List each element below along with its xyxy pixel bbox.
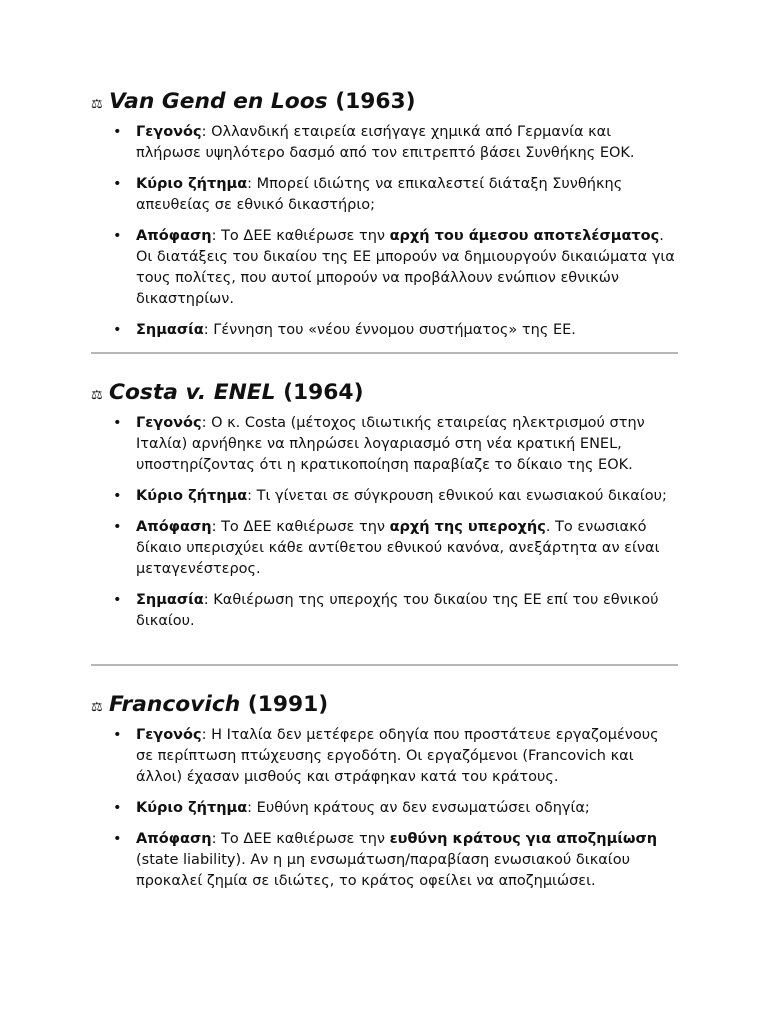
case-title: [91, 694, 679, 715]
scale-icon: ⚖: [91, 97, 103, 112]
point-text: : Καθιέρωση της υπεροχής του δικαίου της ΕΕ επί του εθνικού δικαίου.: [136, 592, 659, 629]
list-item: [91, 226, 679, 310]
list-item: [91, 829, 679, 892]
point-emphasis: ευθύνη κράτους για αποζημίωση: [389, 831, 658, 847]
point-text: : Ο κ. Costa (μέτοχος ιδιωτικής εταιρείας ηλεκτρισμού στην Ιταλία) αρνήθηκε να πληρώσει λογαριασμό στη νέα κρατική ENEL, υποστηρίζοντας ότι η κρατικοποίηση παραβίαζε το δίκαιο της ΕΟΚ.: [136, 415, 645, 473]
case-year: (1963): [335, 89, 416, 114]
case-points-list: [91, 413, 679, 632]
bullet-icon: •: [113, 488, 122, 504]
list-item: [91, 413, 679, 476]
bullet-icon: •: [113, 176, 122, 192]
point-text: : Μπορεί ιδιώτης να επικαλεστεί διάταξη Συνθήκης απευθείας σε εθνικό δικαστήριο;: [136, 176, 623, 213]
point-text: . Οι διατάξεις του δικαίου της ΕΕ μπορούν να δημιουργούν δικαιώματα για τους πολίτες, που αυτοί μπορούν να προβάλλουν ενώπιον εθνικών δικαστηρίων.: [136, 228, 675, 307]
point-label: Κύριο ζήτημα: [136, 800, 248, 816]
list-item: [91, 320, 679, 341]
point-label: Κύριο ζήτημα: [136, 488, 248, 504]
point-emphasis: αρχή του άμεσου αποτελέσματος: [389, 228, 660, 244]
case-title: [91, 91, 679, 112]
bullet-icon: •: [113, 592, 122, 608]
point-label: Γεγονός: [136, 727, 202, 743]
point-text: : Το ΔΕΕ καθιέρωσε την: [211, 228, 390, 244]
point-label: Κύριο ζήτημα: [136, 176, 248, 192]
list-item: [91, 486, 679, 507]
point-label: Απόφαση: [136, 519, 212, 535]
point-label: Σημασία: [136, 592, 204, 608]
list-item: [91, 590, 679, 632]
case-name: Van Gend en Loos: [109, 89, 328, 114]
point-text: : Γέννηση του «νέου έννομου συστήματος» της ΕΕ.: [203, 322, 576, 338]
bullet-icon: •: [113, 415, 122, 431]
bullet-icon: •: [113, 322, 122, 338]
list-item: [91, 122, 679, 164]
point-label: Γεγονός: [136, 124, 202, 140]
case-points-list: [91, 725, 679, 892]
scale-icon: ⚖: [91, 388, 103, 403]
list-item: [91, 725, 679, 788]
case-year: (1964): [283, 380, 364, 405]
case-van-gend-en-loos: [91, 91, 679, 341]
point-text: : Ευθύνη κράτους αν δεν ενσωματώσει οδηγία;: [247, 800, 590, 816]
bullet-icon: •: [113, 124, 122, 140]
section-divider: [91, 664, 678, 666]
section-divider: [91, 352, 678, 354]
point-text: : Η Ιταλία δεν μετέφερε οδηγία που προστάτευε εργαζομένους σε περίπτωση πτώχευσης εργοδότη. Οι εργαζόμενοι (Francovich και άλλοι) έχασαν μισθούς και στράφηκαν κατά του κράτους.: [136, 727, 659, 785]
bullet-icon: •: [113, 228, 122, 244]
point-label: Απόφαση: [136, 228, 212, 244]
bullet-icon: •: [113, 727, 122, 743]
scale-icon: ⚖: [91, 700, 103, 715]
list-item: [91, 174, 679, 216]
case-name: Costa v. ENEL: [109, 380, 276, 405]
point-text: : Ολλανδική εταιρεία εισήγαγε χημικά από Γερμανία και πλήρωσε υψηλότερο δασμό από τον επιτρεπτό βάσει Συνθήκης ΕΟΚ.: [136, 124, 635, 161]
point-text: : Το ΔΕΕ καθιέρωσε την: [211, 831, 390, 847]
point-text: : Τι γίνεται σε σύγκρουση εθνικού και ενωσιακού δικαίου;: [247, 488, 667, 504]
list-item: [91, 517, 679, 580]
point-emphasis: αρχή της υπεροχής: [389, 519, 546, 535]
point-text: : Το ΔΕΕ καθιέρωσε την: [211, 519, 390, 535]
point-label: Απόφαση: [136, 831, 212, 847]
case-title: [91, 382, 679, 403]
point-text: (state liability). Αν η μη ενσωμάτωση/παραβίαση ενωσιακού δικαίου προκαλεί ζημία σε ιδιώτες, το κράτος οφείλει να αποζημιώσει.: [136, 852, 630, 889]
bullet-icon: •: [113, 831, 122, 847]
list-item: [91, 798, 679, 819]
case-costa-v-enel: [91, 382, 679, 632]
bullet-icon: •: [113, 519, 122, 535]
case-name: Francovich: [109, 692, 241, 717]
point-label: Σημασία: [136, 322, 204, 338]
case-year: (1991): [247, 692, 329, 717]
case-francovich: [91, 694, 679, 892]
bullet-icon: •: [113, 800, 122, 816]
point-label: Γεγονός: [136, 415, 202, 431]
case-points-list: [91, 122, 679, 341]
point-text: . Το ενωσιακό δίκαιο υπερισχύει κάθε αντίθετου εθνικού κανόνα, ανεξάρτητα αν είναι μεταγενέστερος.: [136, 519, 660, 577]
